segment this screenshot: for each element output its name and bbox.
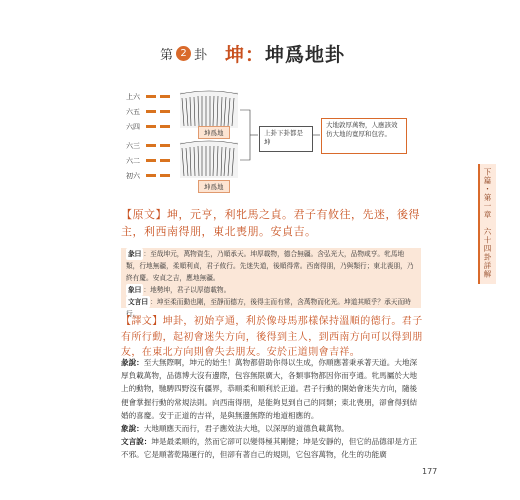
hexagram-suffix: 卦 bbox=[194, 47, 208, 63]
hexagram-prefix: 第 bbox=[160, 47, 174, 63]
translation-text bbox=[121, 314, 423, 361]
chapter-header bbox=[160, 40, 345, 66]
xiang-paragraph: 象曰 ：地勢坤，君子以厚德載物。 bbox=[128, 286, 231, 294]
line-label-six-three: 六三 bbox=[126, 142, 140, 150]
meaning-box: 大地敦厚萬物，人應該效仿大地的寬厚和包容。 bbox=[321, 118, 407, 154]
translation-body: 坤卦，初始亨通，利於像母馬那樣保持溫順的德行。君子有所行動，起初會迷失方向，後得到主人，到西南方向可以得到朋友，在東北方向則會失去朋友。安於正道則會吉祥。 bbox=[121, 316, 423, 358]
line-label-six-two: 六二 bbox=[126, 157, 140, 165]
explanation-body bbox=[121, 356, 423, 462]
explanation-label: 文言說： bbox=[121, 437, 152, 447]
line-label-six-five: 六五 bbox=[126, 108, 140, 116]
explanation-paragraph bbox=[121, 435, 423, 461]
trigram-box: 上卦下卦都是坤 bbox=[259, 126, 313, 152]
kun-label-upper: 坤爲地 bbox=[198, 126, 230, 139]
line-label-initial-six: 初六 bbox=[126, 172, 140, 180]
commentary-box bbox=[121, 248, 421, 318]
wenyan-text: 坤至柔而動也剛，至靜而德方，後得主而有常，含萬物而化光。坤道其順乎？承天而時行。 bbox=[126, 298, 411, 318]
side-tab-label: 下篇・第一章 六十四卦詳解 bbox=[483, 168, 492, 279]
title-full: 坤爲地卦 bbox=[265, 43, 346, 66]
hexagram-diagram bbox=[118, 88, 408, 192]
explanation-text: 大地順應天而行，君子應效法大地，以深厚的道德負載萬物。 bbox=[143, 424, 349, 434]
original-text bbox=[121, 206, 423, 240]
original-body: 坤，元亨，利牝馬之貞。君子有攸往，先迷，後得主，利西南得朋，東北喪朋。安貞吉。 bbox=[121, 208, 420, 238]
explanation-paragraph bbox=[121, 422, 423, 435]
translation-tag: 【譯文】 bbox=[121, 316, 163, 327]
line-label-six-four: 六四 bbox=[126, 123, 140, 131]
tuan-paragraph: 彖曰 ：至哉坤元，萬物資生，乃順承天。坤厚載物，德合無疆。含弘光大，品物咸亨。牝馬地類，行地無疆，柔順利貞，君子攸行。先迷失道，後順得常。西南得朋，乃與類行；東北喪朋，乃終有慶。安貞之吉，應地無疆。 bbox=[126, 250, 414, 282]
title-kun: 坤： bbox=[225, 43, 266, 66]
explanation-label: 象說： bbox=[121, 424, 144, 434]
wenyan-paragraph: 文言曰 ：坤至柔而動也剛，至靜而德方，後得主而有常，含萬物而化光。坤道其順乎？承天而時行。 bbox=[126, 298, 411, 318]
side-tab bbox=[478, 164, 496, 284]
tuan-label: 彖曰 bbox=[128, 250, 142, 258]
page-number: 177 bbox=[422, 467, 438, 476]
xiang-text: 地勢坤，君子以厚德載物。 bbox=[150, 286, 231, 294]
xiang-label: 象曰 bbox=[128, 286, 142, 294]
wenyan-label: 文言曰 bbox=[128, 298, 149, 306]
tuan-text: 至哉坤元，萬物資生，乃順承天。坤厚載物，德合無疆。含弘光大，品物咸亨。牝馬地類，行地無疆，柔順利貞，君子攸行。先迷失道，後順得常。西南得朋，乃與類行；東北喪朋，乃終有慶。安貞之吉，應地無疆。 bbox=[126, 250, 414, 282]
explanation-label: 彖說： bbox=[121, 358, 144, 367]
hexagram-number-badge: 2 bbox=[176, 46, 191, 61]
explanation-text: 至大無際啊，坤元的始生！萬物都借助你得以生成，你順應著秉承著天道。大地深厚負載萬物，品德博大沒有邊際，包容無限廣大，各類事物都因你而亨通。牝馬屬於大地上的動物，馳騁四野沒有疆界，恭順柔和順利於正道。君子行動的開始會迷失方向，隨後便會掌握行動的常規法則。向西南得朋，是能夠見到自己的同類；東北喪朋，卻會得到結婚的喜慶。安于正道的吉祥，是與無邊無際的地道相應的。 bbox=[121, 358, 418, 420]
line-label-top-six: 上六 bbox=[126, 93, 140, 101]
chapter-title bbox=[225, 40, 345, 67]
original-tag: 【原文】 bbox=[121, 208, 167, 221]
explanation-text: 坤是最柔順的，然而它卻可以變得極其剛健；坤是安靜的，但它的品德卻是方正不邪。它是順著乾陽運行的，但卻有著自己的規則，它包容萬物，化生的功能廣 bbox=[121, 437, 418, 460]
kun-label-lower: 坤爲地 bbox=[198, 180, 230, 193]
explanation-paragraph bbox=[121, 356, 423, 422]
